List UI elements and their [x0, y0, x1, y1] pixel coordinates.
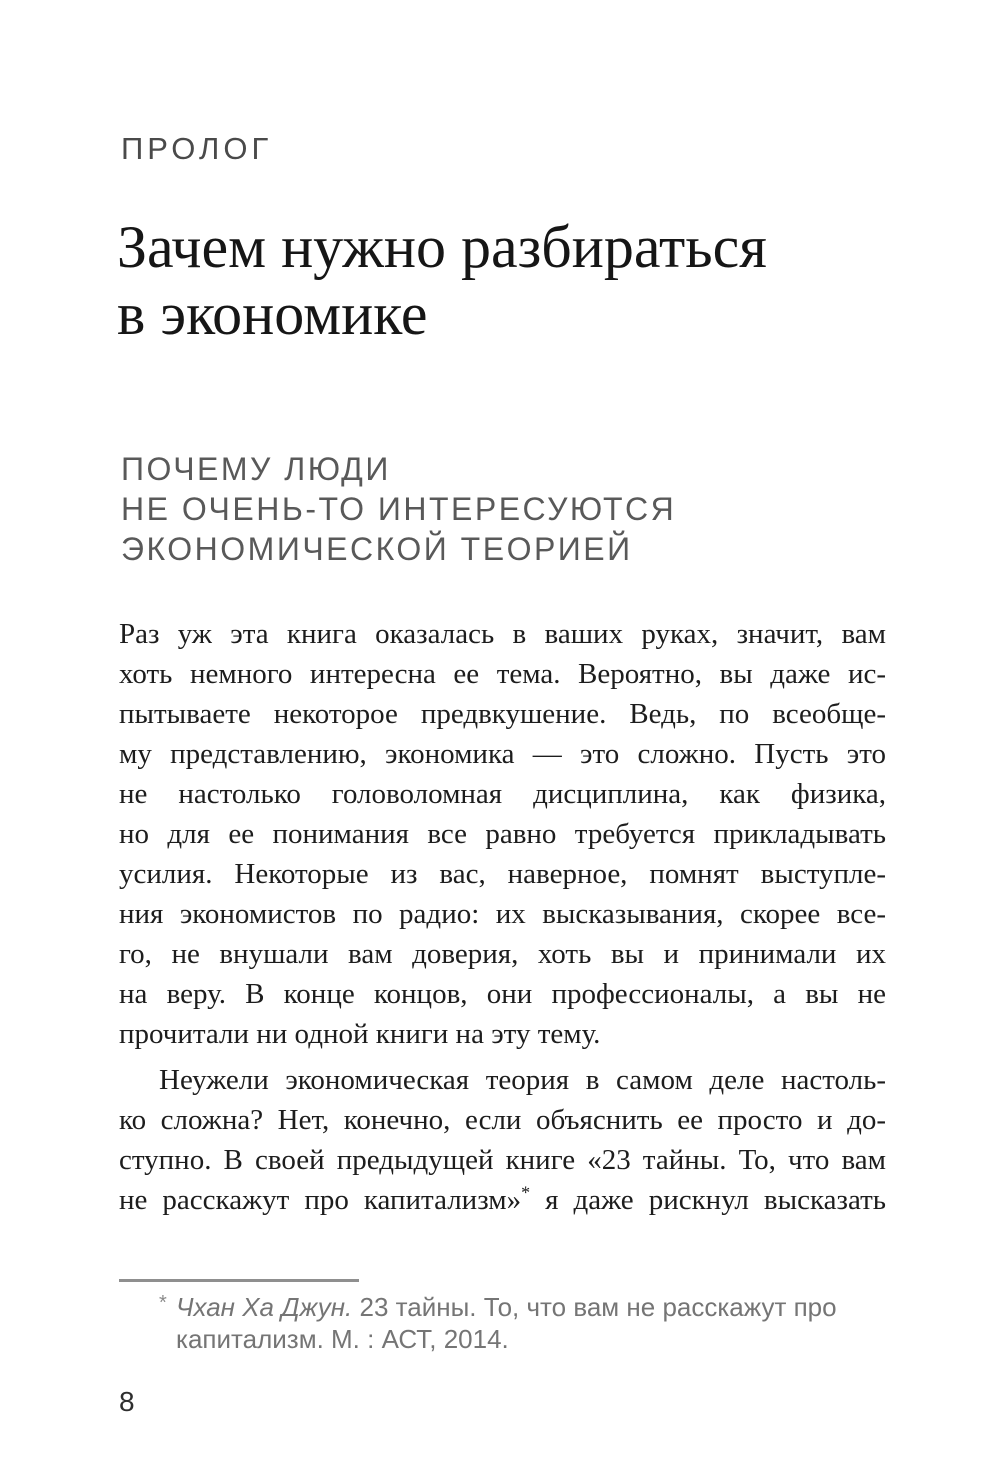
paragraph-line: му представлению, экономика — это сложно. Пусть это — [119, 738, 886, 770]
paragraph-line: не настолько головоломная дисциплина, как физика, — [119, 778, 886, 810]
page-title-line: Зачем нужно разбираться — [117, 214, 767, 280]
footnote-text: 23 тайны. То, что вам не расскажут про — [359, 1292, 837, 1322]
footnote-author: Чхан Ха Джун. — [176, 1292, 353, 1322]
paragraph-line — [119, 1180, 886, 1220]
footnote-reference-marker: * — [521, 1182, 531, 1203]
paragraph-line: на веру. В конце концов, они профессионалы, а вы не — [119, 978, 886, 1010]
footnote-marker: * — [159, 1292, 167, 1314]
section-heading-line: НЕ ОЧЕНЬ-ТО ИНТЕРЕСУЮТСЯ — [121, 491, 677, 527]
paragraph-line: хоть немного интересна ее тема. Вероятно, вы даже ис- — [119, 658, 886, 690]
paragraph-line: Раз уж эта книга оказалась в ваших руках, значит, вам — [119, 618, 886, 650]
paragraph-line: пытываете некоторое предвкушение. Ведь, по всеобще- — [119, 698, 886, 730]
section-heading-line: ПОЧЕМУ ЛЮДИ — [121, 451, 391, 487]
paragraph-line-text: я даже рискнул высказать — [530, 1184, 886, 1216]
paragraph-line: ступно. В своей предыдущей книге «23 тайны. То, что вам — [119, 1144, 886, 1176]
paragraph-1 — [119, 614, 886, 1054]
paragraph-line: ко сложна? Нет, конечно, если объяснить ее просто и до- — [119, 1104, 886, 1136]
page-number: 8 — [119, 1386, 135, 1417]
page-title-line: в экономике — [117, 281, 428, 347]
footnote-divider — [119, 1279, 359, 1282]
paragraph-line-text: не расскажут про капитализм» — [119, 1184, 522, 1216]
paragraph-line: прочитали ни одной книги на эту тему. — [119, 1018, 601, 1050]
paragraph-line: но для ее понимания все равно требуется прикладывать — [119, 818, 886, 850]
footnote-text: капитализм. М. : АСТ, 2014. — [176, 1324, 509, 1354]
paragraph-line: усилия. Некоторые из вас, наверное, помнят выступле- — [119, 858, 886, 890]
paragraph-line: Неужели экономическая теория в самом деле настоль- — [159, 1064, 886, 1096]
chapter-kicker: ПРОЛОГ — [121, 131, 273, 166]
section-heading-line: ЭКОНОМИЧЕСКОЙ ТЕОРИЕЙ — [121, 531, 633, 567]
section-heading — [121, 449, 881, 569]
paragraph-2 — [119, 1060, 886, 1220]
paragraph-line: го, не внушали вам доверия, хоть вы и принимали их — [119, 938, 886, 970]
page-title — [117, 214, 917, 348]
paragraph-line: ния экономистов по радио: их высказывания, скорее все- — [119, 898, 886, 930]
footnote — [159, 1291, 856, 1355]
